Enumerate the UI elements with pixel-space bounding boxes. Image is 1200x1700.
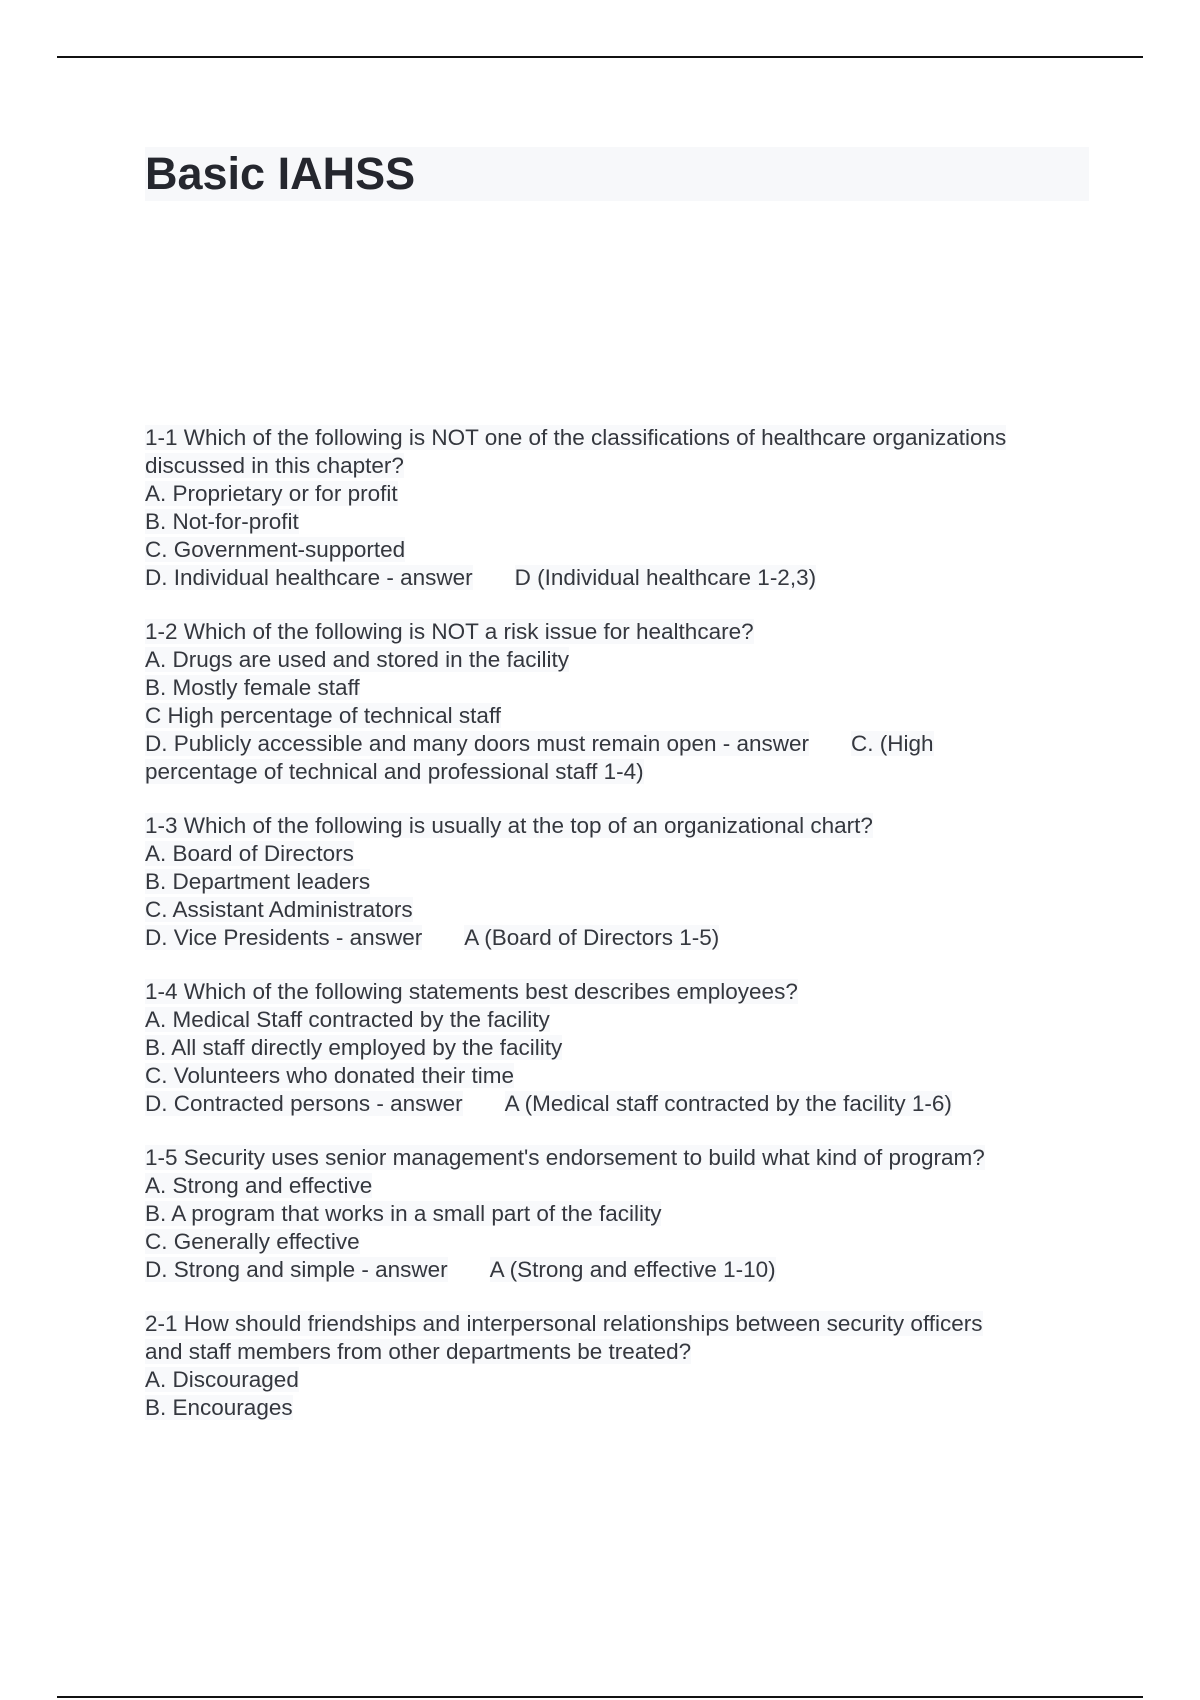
answer-text: C. (High — [851, 731, 934, 756]
answer-text: A (Board of Directors 1-5) — [464, 925, 720, 950]
question-text: 1-1 Which of the following is NOT one of the classifications of healthcare organizations — [145, 425, 1007, 450]
answer-text: A (Medical staff contracted by the facility 1-6) — [504, 1091, 952, 1116]
question-block — [145, 1310, 1085, 1422]
option-d: D. Vice Presidents - answer — [145, 925, 423, 950]
option-a: A. Drugs are used and stored in the facility — [145, 647, 569, 672]
option-c: C. Generally effective — [145, 1229, 360, 1254]
top-rule — [57, 56, 1143, 58]
question-text-cont: discussed in this chapter? — [145, 453, 404, 478]
question-text: 2-1 How should friendships and interpersonal relationships between security officers — [145, 1311, 983, 1336]
question-block — [145, 1144, 1085, 1284]
option-a: A. Proprietary or for profit — [145, 481, 398, 506]
option-a: A. Board of Directors — [145, 841, 354, 866]
option-a: A. Discouraged — [145, 1367, 299, 1392]
option-c: C. Assistant Administrators — [145, 897, 413, 922]
option-b: B. Mostly female staff — [145, 675, 360, 700]
question-block — [145, 812, 1085, 952]
option-b: B. A program that works in a small part of the facility — [145, 1201, 662, 1226]
option-b: B. All staff directly employed by the facility — [145, 1035, 563, 1060]
question-text: 1-3 Which of the following is usually at the top of an organizational chart? — [145, 813, 873, 838]
question-block — [145, 424, 1085, 592]
option-a: A. Strong and effective — [145, 1173, 373, 1198]
question-text-cont: and staff members from other departments be treated? — [145, 1339, 692, 1364]
option-d: D. Individual healthcare - answer — [145, 565, 473, 590]
page-title: Basic IAHSS — [145, 148, 416, 199]
option-c: C. Government-supported — [145, 537, 406, 562]
question-block — [145, 978, 1085, 1118]
question-block — [145, 618, 1085, 786]
answer-text: D (Individual healthcare 1-2,3) — [514, 565, 817, 590]
option-c: C High percentage of technical staff — [145, 703, 502, 728]
question-text: 1-4 Which of the following statements best describes employees? — [145, 979, 798, 1004]
bottom-rule — [57, 1696, 1143, 1698]
option-d: D. Publicly accessible and many doors must remain open - answer — [145, 731, 810, 756]
option-d: D. Contracted persons - answer — [145, 1091, 463, 1116]
option-d: D. Strong and simple - answer — [145, 1257, 448, 1282]
option-b: B. Encourages — [145, 1395, 293, 1420]
answer-text: A (Strong and effective 1-10) — [489, 1257, 776, 1282]
question-text: 1-2 Which of the following is NOT a risk issue for healthcare? — [145, 619, 754, 644]
question-list — [145, 424, 1085, 1448]
option-b: B. Not-for-profit — [145, 509, 299, 534]
option-b: B. Department leaders — [145, 869, 371, 894]
question-text: 1-5 Security uses senior management's endorsement to build what kind of program? — [145, 1145, 985, 1170]
option-a: A. Medical Staff contracted by the facility — [145, 1007, 550, 1032]
option-c: C. Volunteers who donated their time — [145, 1063, 514, 1088]
answer-text-cont: percentage of technical and professional staff 1-4) — [145, 759, 644, 784]
